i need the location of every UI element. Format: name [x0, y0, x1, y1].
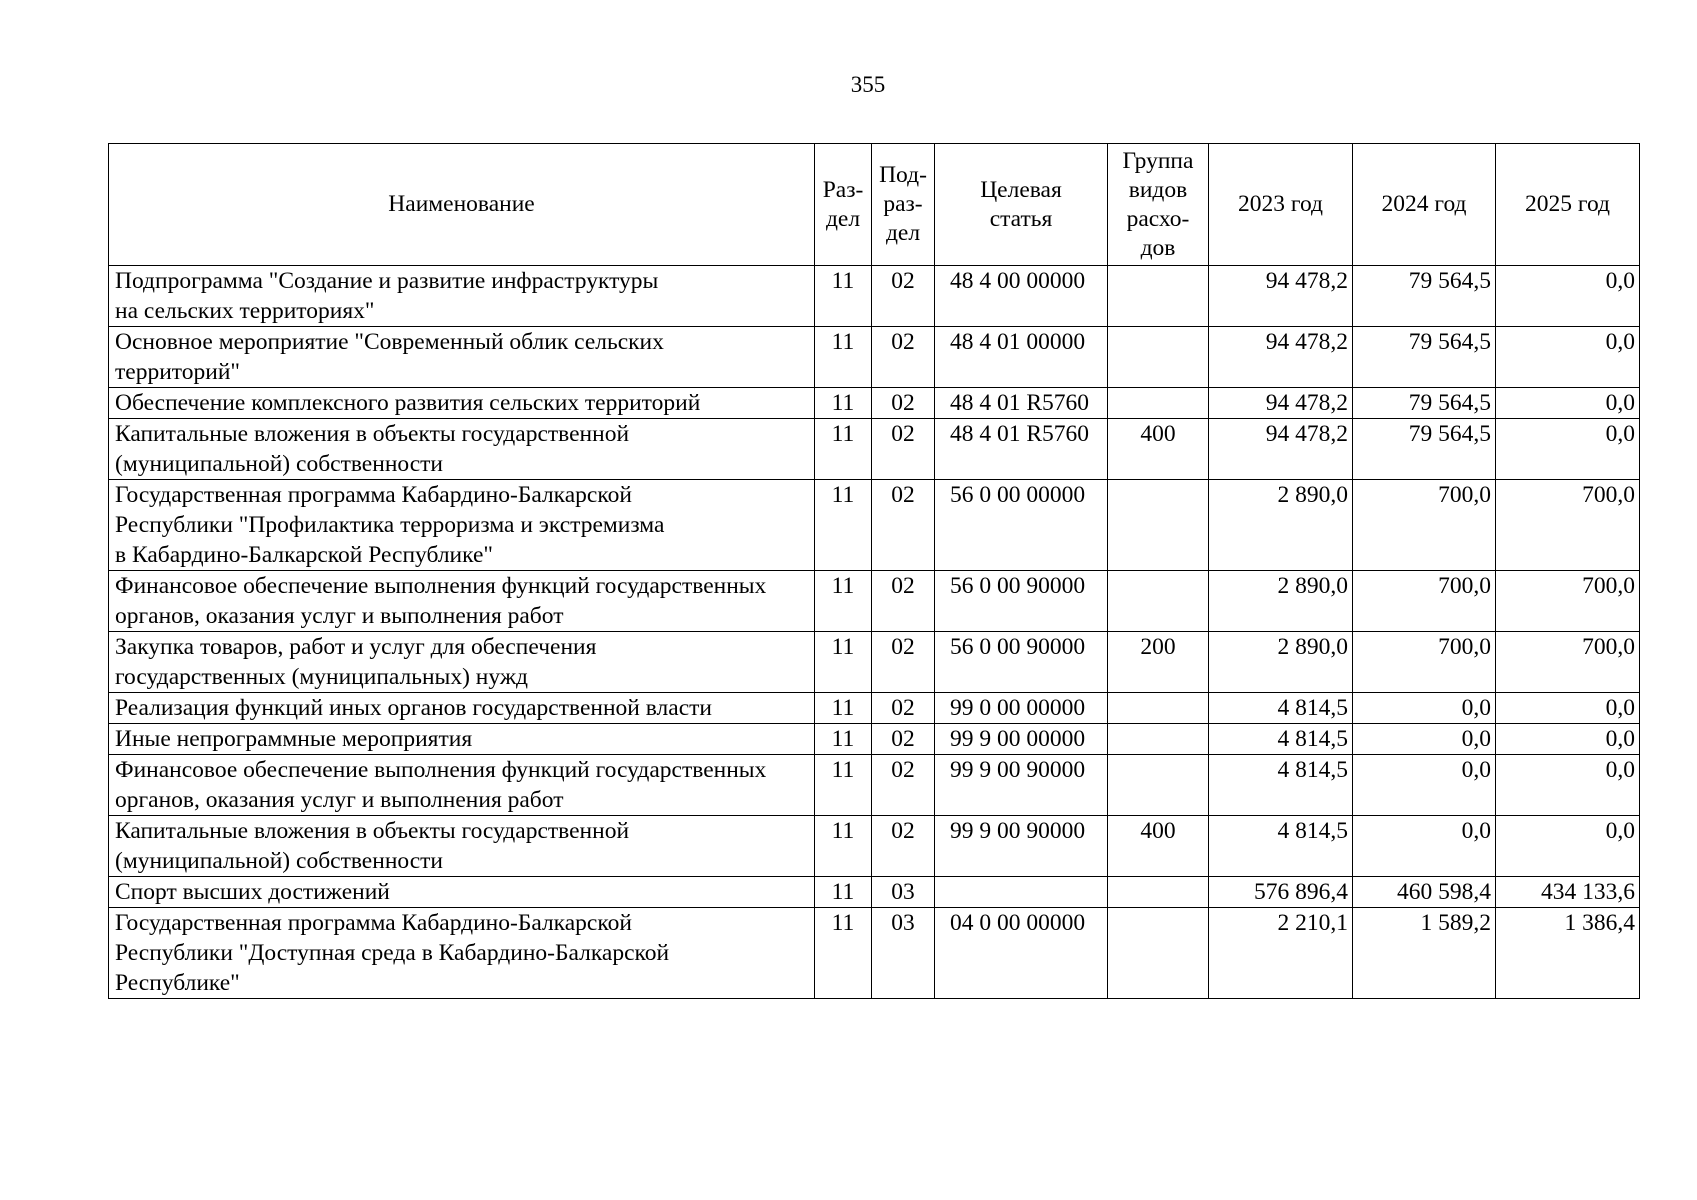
- cell-target-article: 56 0 00 90000: [935, 571, 1108, 632]
- cell-name-line: органов, оказания услуг и выполнения работ: [115, 787, 564, 813]
- cell-name-line: Реализация функций иных органов государственной власти: [115, 695, 712, 721]
- table-row: [109, 419, 1640, 480]
- cell-podrazdel: 02: [872, 571, 935, 632]
- cell-razdel: 11: [815, 632, 872, 693]
- cell-target-article: 99 9 00 90000: [935, 816, 1108, 877]
- cell-name-line: Финансовое обеспечение выполнения функций государственных: [115, 573, 767, 599]
- cell-2023: 4 814,5: [1209, 724, 1353, 755]
- cell-expense-group: 400: [1108, 419, 1209, 480]
- cell-name: [109, 480, 815, 571]
- cell-expense-group: [1108, 693, 1209, 724]
- table-row: [109, 908, 1640, 999]
- cell-podrazdel: 03: [872, 908, 935, 999]
- cell-razdel: 11: [815, 816, 872, 877]
- cell-name-line: Подпрограмма "Создание и развитие инфраструктуры: [115, 268, 659, 294]
- cell-2023: 4 814,5: [1209, 816, 1353, 877]
- cell-target-article: 48 4 01 R5760: [935, 388, 1108, 419]
- cell-2023: 2 890,0: [1209, 571, 1353, 632]
- cell-2023: 94 478,2: [1209, 327, 1353, 388]
- cell-name-line: Республики "Профилактика терроризма и экстремизма: [115, 512, 665, 538]
- cell-name-line: Государственная программа Кабардино-Балкарской: [115, 910, 632, 936]
- table-row: [109, 480, 1640, 571]
- cell-2024: 700,0: [1353, 480, 1496, 571]
- cell-name-line: Республики "Доступная среда в Кабардино-Балкарской: [115, 940, 670, 966]
- cell-name-line: Капитальные вложения в объекты государственной: [115, 421, 630, 447]
- cell-podrazdel: 02: [872, 724, 935, 755]
- cell-2025: 0,0: [1496, 755, 1640, 816]
- cell-expense-group: [1108, 908, 1209, 999]
- cell-razdel: 11: [815, 419, 872, 480]
- table-row: [109, 388, 1640, 419]
- cell-target-article: 99 0 00 00000: [935, 693, 1108, 724]
- cell-2025: 0,0: [1496, 327, 1640, 388]
- table-row: [109, 816, 1640, 877]
- cell-podrazdel: 02: [872, 693, 935, 724]
- cell-name: [109, 908, 815, 999]
- cell-name-line: органов, оказания услуг и выполнения работ: [115, 603, 564, 629]
- cell-name-line: Закупка товаров, работ и услуг для обеспечения: [115, 634, 597, 660]
- cell-name-line: Финансовое обеспечение выполнения функций государственных: [115, 757, 767, 783]
- header-razdel: Раз- дел: [815, 144, 872, 266]
- cell-name: [109, 266, 815, 327]
- cell-2025: 700,0: [1496, 571, 1640, 632]
- header-name: Наименование: [109, 144, 815, 266]
- cell-name: [109, 724, 815, 755]
- cell-name: [109, 388, 815, 419]
- cell-2024: 79 564,5: [1353, 327, 1496, 388]
- table-body: [109, 266, 1640, 999]
- cell-2024: 79 564,5: [1353, 388, 1496, 419]
- cell-target-article: 99 9 00 00000: [935, 724, 1108, 755]
- cell-name-line: Иные непрограммные мероприятия: [115, 726, 473, 752]
- cell-target-article: 56 0 00 00000: [935, 480, 1108, 571]
- cell-2025: 434 133,6: [1496, 877, 1640, 908]
- cell-name-line: Обеспечение комплексного развития сельских территорий: [115, 390, 701, 416]
- cell-target-article: 99 9 00 90000: [935, 755, 1108, 816]
- cell-name-line: государственных (муниципальных) нужд: [115, 664, 529, 690]
- cell-name: [109, 816, 815, 877]
- cell-razdel: 11: [815, 480, 872, 571]
- cell-name-line: (муниципальной) собственности: [115, 848, 444, 874]
- header-expense-group: Группа видов расхо- дов: [1108, 144, 1209, 266]
- cell-2025: 0,0: [1496, 693, 1640, 724]
- cell-2023: 576 896,4: [1209, 877, 1353, 908]
- cell-podrazdel: 03: [872, 877, 935, 908]
- cell-2024: 1 589,2: [1353, 908, 1496, 999]
- header-2025: 2025 год: [1496, 144, 1640, 266]
- cell-name: [109, 877, 815, 908]
- cell-2024: 0,0: [1353, 724, 1496, 755]
- cell-name: [109, 693, 815, 724]
- cell-target-article: 48 4 01 R5760: [935, 419, 1108, 480]
- cell-2024: 79 564,5: [1353, 266, 1496, 327]
- cell-2025: 700,0: [1496, 480, 1640, 571]
- cell-podrazdel: 02: [872, 816, 935, 877]
- cell-name-line: на сельских территориях": [115, 298, 375, 324]
- cell-2023: 94 478,2: [1209, 419, 1353, 480]
- table-row: [109, 571, 1640, 632]
- header-podrazdel: Под- раз- дел: [872, 144, 935, 266]
- cell-name-line: Капитальные вложения в объекты государственной: [115, 818, 630, 844]
- cell-2024: 700,0: [1353, 571, 1496, 632]
- cell-expense-group: 200: [1108, 632, 1209, 693]
- table-row: [109, 327, 1640, 388]
- cell-2025: 700,0: [1496, 632, 1640, 693]
- cell-2025: 0,0: [1496, 816, 1640, 877]
- cell-podrazdel: 02: [872, 419, 935, 480]
- cell-expense-group: [1108, 571, 1209, 632]
- cell-expense-group: [1108, 388, 1209, 419]
- cell-razdel: 11: [815, 724, 872, 755]
- cell-podrazdel: 02: [872, 327, 935, 388]
- page-number: 355: [850, 72, 886, 97]
- cell-2025: 0,0: [1496, 419, 1640, 480]
- table-row: [109, 724, 1640, 755]
- cell-2025: 0,0: [1496, 724, 1640, 755]
- table-row: [109, 877, 1640, 908]
- cell-podrazdel: 02: [872, 632, 935, 693]
- cell-2023: 2 890,0: [1209, 480, 1353, 571]
- cell-name: [109, 632, 815, 693]
- cell-expense-group: [1108, 724, 1209, 755]
- cell-2023: 94 478,2: [1209, 266, 1353, 327]
- cell-razdel: 11: [815, 571, 872, 632]
- table-row: [109, 693, 1640, 724]
- cell-2023: 4 814,5: [1209, 755, 1353, 816]
- cell-razdel: 11: [815, 266, 872, 327]
- cell-name: [109, 419, 815, 480]
- cell-razdel: 11: [815, 388, 872, 419]
- cell-target-article: 04 0 00 00000: [935, 908, 1108, 999]
- cell-target-article: 56 0 00 90000: [935, 632, 1108, 693]
- cell-name: [109, 327, 815, 388]
- cell-name-line: Республике": [115, 970, 240, 996]
- cell-expense-group: [1108, 327, 1209, 388]
- budget-table: [108, 143, 1640, 999]
- cell-2025: 1 386,4: [1496, 908, 1640, 999]
- header-2024: 2024 год: [1353, 144, 1496, 266]
- cell-2024: 0,0: [1353, 816, 1496, 877]
- cell-2024: 0,0: [1353, 755, 1496, 816]
- cell-2025: 0,0: [1496, 266, 1640, 327]
- cell-expense-group: [1108, 480, 1209, 571]
- cell-podrazdel: 02: [872, 480, 935, 571]
- cell-2023: 4 814,5: [1209, 693, 1353, 724]
- cell-2024: 700,0: [1353, 632, 1496, 693]
- cell-razdel: 11: [815, 693, 872, 724]
- cell-expense-group: [1108, 877, 1209, 908]
- cell-target-article: 48 4 00 00000: [935, 266, 1108, 327]
- header-target-article: Целевая статья: [935, 144, 1108, 266]
- cell-2023: 2 210,1: [1209, 908, 1353, 999]
- cell-name-line: в Кабардино-Балкарской Республике": [115, 542, 493, 568]
- table-header-row: [109, 144, 1640, 266]
- cell-razdel: 11: [815, 755, 872, 816]
- cell-podrazdel: 02: [872, 388, 935, 419]
- table-row: [109, 266, 1640, 327]
- cell-name: [109, 755, 815, 816]
- table-row: [109, 755, 1640, 816]
- cell-razdel: 11: [815, 327, 872, 388]
- cell-2023: 2 890,0: [1209, 632, 1353, 693]
- cell-name-line: Основное мероприятие "Современный облик сельских: [115, 329, 664, 355]
- cell-2025: 0,0: [1496, 388, 1640, 419]
- table-row: [109, 632, 1640, 693]
- cell-expense-group: [1108, 266, 1209, 327]
- header-2023: 2023 год: [1209, 144, 1353, 266]
- cell-razdel: 11: [815, 877, 872, 908]
- cell-expense-group: 400: [1108, 816, 1209, 877]
- cell-2024: 460 598,4: [1353, 877, 1496, 908]
- cell-podrazdel: 02: [872, 755, 935, 816]
- cell-name-line: (муниципальной) собственности: [115, 451, 444, 477]
- cell-name-line: Спорт высших достижений: [115, 879, 390, 905]
- cell-2023: 94 478,2: [1209, 388, 1353, 419]
- cell-name-line: Государственная программа Кабардино-Балкарской: [115, 482, 632, 508]
- cell-name: [109, 571, 815, 632]
- cell-target-article: [935, 877, 1108, 908]
- cell-target-article: 48 4 01 00000: [935, 327, 1108, 388]
- cell-expense-group: [1108, 755, 1209, 816]
- cell-2024: 0,0: [1353, 693, 1496, 724]
- cell-razdel: 11: [815, 908, 872, 999]
- cell-podrazdel: 02: [872, 266, 935, 327]
- cell-2024: 79 564,5: [1353, 419, 1496, 480]
- cell-name-line: территорий": [115, 359, 240, 385]
